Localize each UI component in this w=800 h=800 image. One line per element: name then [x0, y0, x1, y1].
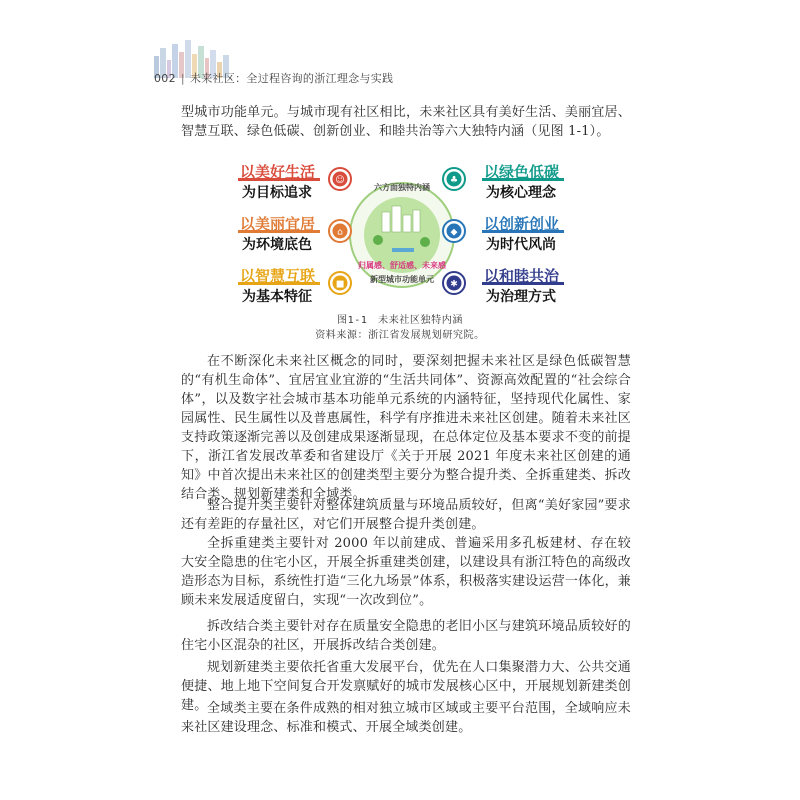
feature-title: 以美好生活 — [240, 163, 316, 181]
book-title: 未来社区：全过程咨询的浙江理念与实践 — [189, 72, 394, 85]
feature-item-4 — [443, 163, 564, 201]
center-illustration — [350, 183, 454, 287]
body-paragraph-2: 整合提升类主要针对整体建筑质量与环境品质较好，但离“美好家园”要求还有差距的存量社区，对它们开展整合提升类创建。 — [181, 498, 631, 532]
feature-item-3 — [238, 267, 351, 305]
figure-source: 资料来源：浙江省发展规划研究院。 — [315, 330, 485, 341]
body-paragraph-3: 全拆重建类主要针对 2000 年以前建成、普遍采用多孔板建材、存在较大安全隐患的住宅小区，开展全拆重建类创建，以建设具有浙江特色的高级改造形态为目标，系统性打造“三化九场景”体系，积极落实建设运营一体化，兼顾未来发展适度留白，实现“一次改到位”。 — [181, 536, 631, 608]
feature-subtitle: 为时代风尚 — [486, 237, 556, 253]
center-ring-bottom-text: 新型城市功能单元 — [370, 275, 434, 284]
house-icon — [329, 220, 351, 242]
feature-subtitle: 为环境底色 — [242, 237, 312, 253]
feature-title: 以智慧互联 — [240, 267, 316, 285]
body-paragraph-1: 在不断深化未来社区概念的同时，要深刻把握未来社区是绿色低碳智慧的“有机生命体”、宜居宜业宜游的“生活共同体”、资源高效配置的“社会综合体”，以及数字社会城市基本功能单元系统的内涵特征，坚持现代化属性、家园属性、民生属性以及普惠属性，科学有序推进未来社区创建。随着未来社区支持政策逐渐完善以及创建成果逐渐显现，在总体定位及基本要求不变的前提下，浙江省发展改革委和省建设厅《关于开展 2021 年度未来社区创建的通知》中首次提出未来社区的创建类型主要分为整合提升类、全拆重建类、拆改结合类、规划新建类和全域类。 — [181, 354, 631, 502]
feature-item-2 — [238, 215, 351, 253]
body-paragraph-5: 规划新建类主要依托省重大发展平台，优先在人口集聚潜力大、公共交通便捷、地上地下空间复合开发禀赋好的城市发展核心区中，开展规划新建类创建。 — [181, 660, 631, 713]
svg-text:⌂: ⌂ — [337, 227, 343, 238]
svg-text:■: ■ — [335, 279, 345, 290]
feature-subtitle: 为核心理念 — [486, 185, 556, 201]
center-ring-left-text: 归属感、舒适感、未来感 — [358, 261, 446, 270]
center-ring-top-text: 六方面独特内涵 — [374, 183, 430, 192]
feature-subtitle: 为基本特征 — [242, 289, 312, 305]
body-paragraph-4: 拆改结合类主要针对存在质量安全隐患的老旧小区与建筑环境品质较好的住宅小区混杂的社区，开展拆改结合类创建。 — [181, 619, 631, 653]
body-paragraph-6: 全域类主要在条件成熟的相对独立城市区域或主要平台范围，全域响应未来社区建设理念、标准和模式、开展全域类创建。 — [181, 701, 631, 735]
feature-title: 以美丽宜居 — [240, 215, 316, 233]
feature-title: 以绿色低碳 — [484, 163, 560, 181]
feature-item-1 — [238, 163, 351, 201]
page-number: 002 — [154, 72, 176, 85]
feature-title: 以和睦共治 — [484, 267, 560, 285]
feature-subtitle: 为治理方式 — [486, 289, 556, 305]
svg-text:◆: ◆ — [450, 227, 458, 238]
people-icon — [329, 168, 351, 190]
figure-future-community — [232, 160, 572, 310]
atom-icon — [443, 272, 465, 294]
svg-text:✱: ✱ — [450, 279, 458, 290]
feature-subtitle: 为目标追求 — [242, 185, 312, 201]
shield-icon — [443, 220, 465, 242]
svg-text:♣: ♣ — [449, 175, 459, 186]
feature-item-5 — [443, 215, 564, 253]
intro-paragraph: 型城市功能单元。与城市现有社区相比，未来社区具有美好生活、美丽宜居、智慧互联、绿色低碳、创新创业、和睦共治等六大独特内涵（见图 1-1）。 — [181, 105, 631, 139]
running-header: 002 | 未来社区：全过程咨询的浙江理念与实践 — [154, 72, 394, 85]
bus-icon — [329, 272, 351, 294]
svg-text:☺: ☺ — [335, 175, 345, 186]
feature-item-6 — [443, 267, 564, 305]
figure-caption: 图1-1 未来社区独特内涵 — [337, 315, 463, 326]
feature-title: 以创新创业 — [484, 215, 560, 233]
tree-icon — [443, 168, 465, 190]
